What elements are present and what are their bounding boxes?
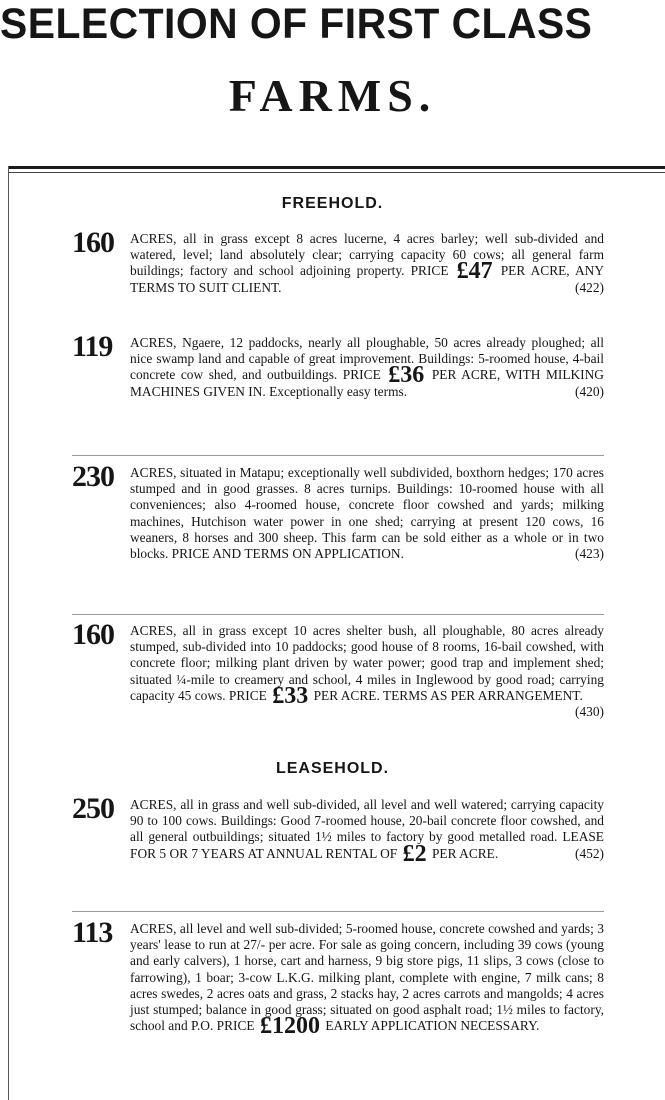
listing-160-acres-b [72,618,604,720]
acreage-number: 160 [72,226,114,259]
listing-description: ACRES, all in grass and well sub-divided, all level and well watered; carrying capacity 90 to 100 cows. Buildings: Good 7-roomed house, 20-bail concrete floor cowshed, and all general outbuildings; situated 1½ miles to factory by good metalled road. LEASE FOR 5 OR 7 YEARS AT ANNUAL RENTAL OF [130,797,604,861]
acreage-number: 250 [72,792,114,825]
listing-230-acres [72,460,604,562]
section-title-leasehold: LEASEHOLD. [275,760,390,777]
advert-subheadline: FARMS. [228,70,437,121]
listing-description: ACRES, all level and well sub-divided; 5-roomed house, concrete cowshed and yards; 3 years' lease to run at 27/- per acre. For sale as going concern, including 39 cows (young and early calvers), 1 horse, cart and harness, 9 big store pigs, 11 slips, 3 cows (close to farrowing), 1 boar; 3-cow L.K.G. milking plant, complete with engine, 7 milk cans; 8 acres swedes, 2 acres oats and grass, 2 stacks hay, 2 acres carrots and mangolds; 4 acres just stumped; balance in good grass; situated on good asphalt road; 1½ miles to factory, school and P.O. PRICE [130,921,604,1034]
listing-divider [72,614,604,615]
listing-terms: PER ACRE. [431,845,499,861]
acreage-number: 230 [72,460,114,493]
listing-250-acres [72,792,604,867]
listing-text [130,797,604,867]
listing-terms: PER ACRE, ANY TERMS TO SUIT CLIENT. [130,263,604,295]
listing-text [130,231,604,296]
price-figure: £1200 [259,1013,320,1040]
reference-number: (430) [574,704,604,720]
listing-text [130,921,604,1040]
reference-number: (452) [574,845,604,861]
top-rule-thick [8,166,665,169]
price-figure: £47 [456,258,493,285]
acreage-number: 119 [72,330,113,363]
listing-text [130,623,604,720]
price-figure: £36 [388,362,425,389]
reference-number: (423) [574,546,604,562]
price-figure: £2 [402,840,427,867]
listing-divider [72,455,604,456]
top-rule-thin [8,172,665,173]
reference-number: (422) [574,279,604,295]
listing-description: ACRES, all in grass except 8 acres lucerne, 4 acres barley; well sub-divided and watered, level; land absolutely clear; carrying capacity 60 cows; all general farm buildings; factory and school adjoining property. PRICE [130,231,604,279]
advert-headline: SELECTION OF FIRST CLASS [0,0,593,48]
listing-text [130,465,604,562]
listing-description: ACRES, all in grass except 10 acres shelter bush, all ploughable, 80 acres already stumped, sub-divided into 10 paddocks; good house of 8 rooms, 16-bail cowshed, with concrete floor; milking plant driven by water power; good trap and implement shed; situated ¼-mile to creamery and school, 4 miles in Inglewood by good road; carrying capacity 45 cows. PRICE [130,623,604,703]
acreage-number: 160 [72,618,114,651]
listing-terms: PER ACRE. TERMS AS PER ARRANGEMENT. [313,687,583,703]
acreage-number: 113 [72,916,113,949]
listing-divider [72,911,604,912]
listing-text [130,335,604,400]
listing-113-acres [72,916,604,1040]
listing-description: ACRES, Ngaere, 12 paddocks, nearly all ploughable, 50 acres already ploughed; all nice swamp land and capable of great improvement. Buildings: 5-roomed house, 4-bail concrete cow shed, and outbuildings. PRICE [130,335,604,383]
price-figure: £33 [272,682,309,709]
listing-160-acres-a [72,226,604,296]
reference-number: (420) [574,383,604,399]
listing-terms: PER ACRE, WITH MILKING MACHINES GIVEN IN. Exceptionally easy terms. [130,367,604,399]
listing-terms: EARLY APPLICATION NECESSARY. [325,1018,540,1034]
section-title-freehold: FREEHOLD. [281,195,384,212]
left-border-rule [8,166,9,1100]
listing-119-acres [72,330,604,400]
listing-description: ACRES, situated in Matapu; exceptionally well subdivided, boxthorn hedges; 170 acres stumped and in good grasses. 8 acres turnips. Buildings: 10-roomed house with all conveniences; also 4-roomed house, concrete floor cowshed and yards; milking machines, Hutchison water power in one shed; carrying at present 120 cows, 16 weaners, 8 horses and 300 sheep. This farm can be sold either as a whole or in two blocks. PRICE AND TERMS ON APPLICATION. [130,465,604,562]
